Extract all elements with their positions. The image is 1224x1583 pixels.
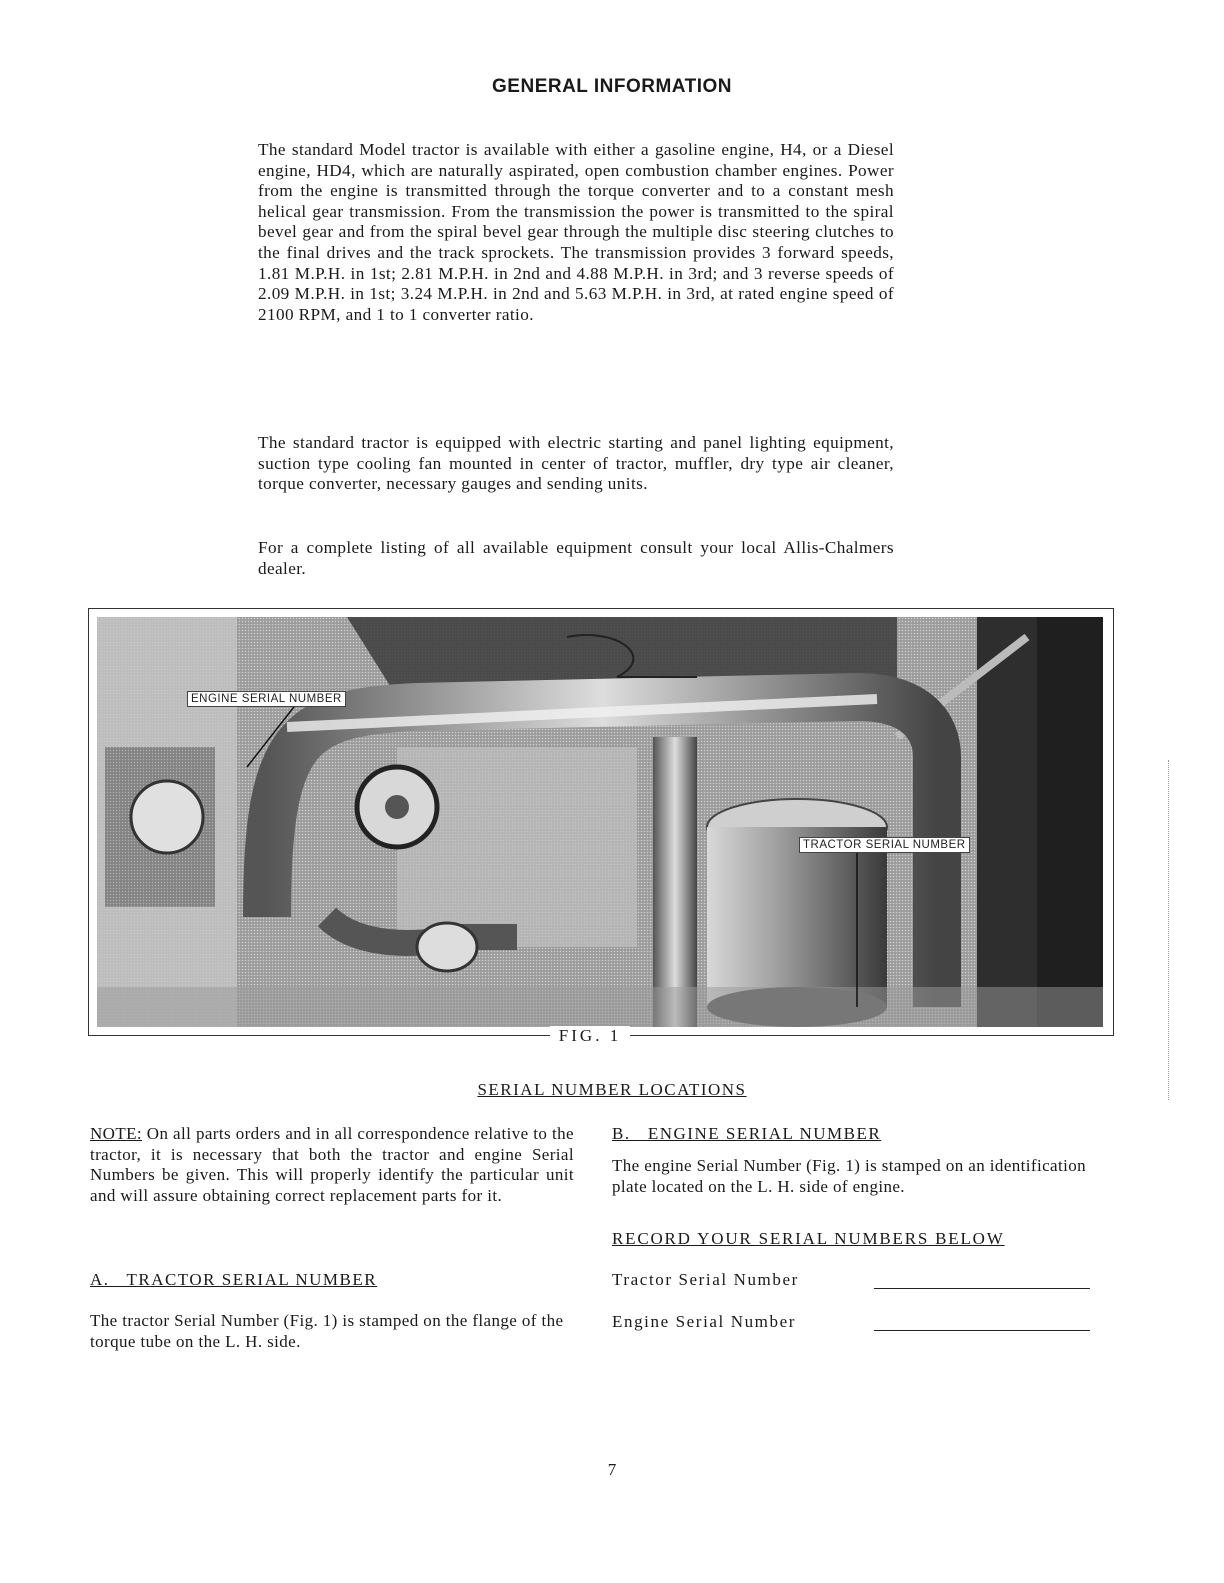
engine-serial-number-callout: ENGINE SERIAL NUMBER xyxy=(187,691,346,707)
scan-margin-mark xyxy=(1168,760,1169,1100)
page-title: GENERAL INFORMATION xyxy=(492,76,732,97)
serial-number-locations-heading-text: SERIAL NUMBER LOCATIONS xyxy=(477,1080,747,1099)
engine-serial-number-text: The engine Serial Number (Fig. 1) is stamped on an identification plate located on the L. H. side of engine. xyxy=(612,1156,1087,1196)
intro-paragraph-equipment: The standard tractor is equipped with electric starting and panel lighting equipment, suction type cooling fan mounted in center of tractor, muffler, dry type air cleaner, torque converter, necessary gauges and sending units. xyxy=(258,433,894,494)
tractor-serial-number-callout: TRACTOR SERIAL NUMBER xyxy=(799,837,970,853)
tractor-serial-blank-line[interactable] xyxy=(874,1288,1090,1289)
engine-serial-number-heading: B. ENGINE SERIAL NUMBER xyxy=(612,1124,882,1143)
figure-engine-photo xyxy=(88,608,1114,1036)
tractor-serial-number-heading: A. TRACTOR SERIAL NUMBER xyxy=(90,1270,378,1289)
engine-photo-image xyxy=(97,617,1103,1027)
intro-paragraph-powertrain: The standard Model tractor is available with either a gasoline engine, H4, or a Diesel engine, HD4, which are naturally aspirated, open combustion chamber engines. Power from the engine is transmitted through the torque converter and to a constant mesh helical gear transmission. From the transmission the power is transmitted to the spiral bevel gear and from the spiral bevel gear through the multiple disc steering clutches to the final drives and the track sprockets. The transmission provides 3 forward speeds, 1.81 M.P.H. in 1st; 2.81 M.P.H. in 2nd and 4.88 M.P.H. in 3rd; and 3 reverse speeds of 2.09 M.P.H. in 1st; 3.24 M.P.H. in 2nd and 5.63 M.P.H. in 3rd, at rated engine speed of 2100 RPM, and 1 to 1 converter ratio. xyxy=(258,140,894,324)
engine-serial-record-label: Engine Serial Number xyxy=(612,1312,797,1331)
serial-number-locations-heading xyxy=(0,1080,1224,1100)
engine-serial-blank-line[interactable] xyxy=(874,1330,1090,1331)
page-number: 7 xyxy=(607,1460,617,1479)
parts-order-note xyxy=(90,1124,574,1206)
figure-caption-rule-right xyxy=(632,1035,1114,1036)
note-text: On all parts orders and in all correspondence relative to the tractor, it is necessary that both the tractor and engine Serial Numbers be given. This will properly identify the particular unit and will assure obtaining correct replacement parts for it. xyxy=(90,1124,574,1205)
record-serial-numbers-heading: RECORD YOUR SERIAL NUMBERS BELOW xyxy=(612,1229,1005,1248)
figure-caption-rule-left xyxy=(88,1035,548,1036)
note-label: NOTE: xyxy=(90,1124,143,1143)
engine-serial-record-row xyxy=(612,1312,796,1332)
tractor-serial-record-label: Tractor Serial Number xyxy=(612,1270,799,1289)
figure-caption: FIG. 1 xyxy=(550,1026,630,1046)
tractor-serial-record-row xyxy=(612,1270,799,1290)
intro-paragraph-dealer: For a complete listing of all available equipment consult your local Allis-Chalmers dealer. xyxy=(258,538,894,578)
tractor-serial-number-text: The tractor Serial Number (Fig. 1) is stamped on the flange of the torque tube on the L. H. side. xyxy=(90,1311,564,1351)
